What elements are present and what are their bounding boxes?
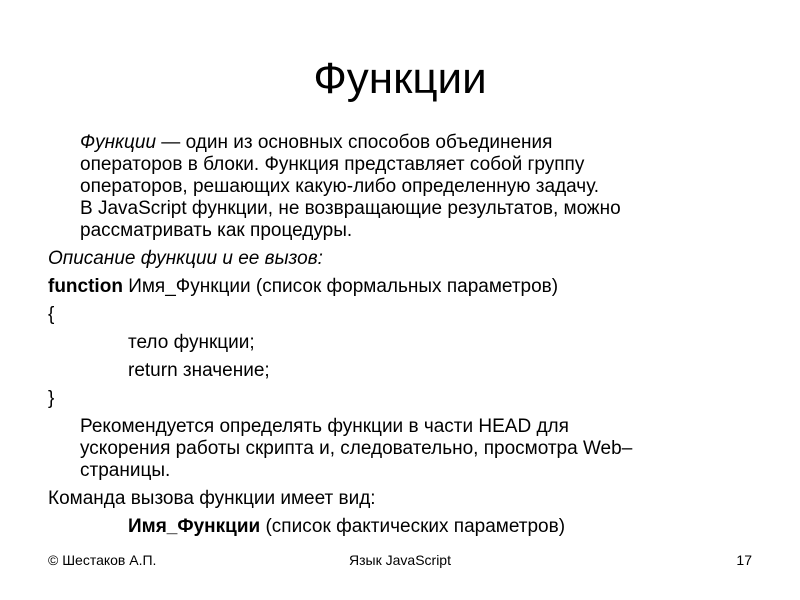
recommendation-line-3: страницы. — [80, 460, 171, 481]
slide-title: Функции — [313, 54, 487, 103]
footer-page-number: 17 — [736, 552, 752, 568]
intro-term: Функции — [80, 132, 157, 153]
code-keyword: function — [48, 276, 123, 297]
call-function-args: (список фактических параметров) — [260, 516, 566, 537]
intro-line-4: В JavaScript функции, не возвращающие результатов, можно — [80, 198, 621, 219]
recommendation-line-2: ускорения работы скрипта и, следовательно, просмотра Web– — [80, 438, 633, 459]
intro-line-2: операторов в блоки. Функция представляет собой группу — [80, 154, 585, 175]
footer-subject: Язык JavaScript — [349, 552, 451, 568]
intro-line-1 — [80, 132, 768, 154]
intro-line-5: рассматривать как процедуры. — [80, 220, 353, 241]
description-heading: Описание функции и ее вызов: — [48, 248, 323, 269]
slide-body — [48, 132, 768, 538]
call-example — [128, 516, 768, 538]
code-signature-line — [48, 276, 768, 298]
intro-line-3: операторов, решающих какую-либо определенную задачу. — [80, 176, 600, 197]
code-return-line: return значение; — [128, 360, 270, 381]
footer-author: © Шестаков А.П. — [48, 552, 157, 568]
call-function-name: Имя_Функции — [128, 516, 261, 537]
code-signature: Имя_Функции (список формальных параметров) — [122, 276, 559, 297]
recommendation-line-1: Рекомендуется определять функции в части HEAD для — [80, 416, 569, 437]
code-body-line: тело функции; — [128, 332, 255, 353]
recommendation-paragraph — [80, 416, 768, 482]
code-open-brace: { — [48, 304, 55, 325]
call-intro: Команда вызова функции имеет вид: — [48, 488, 376, 509]
intro-paragraph — [80, 132, 768, 242]
code-close-brace: } — [48, 388, 55, 409]
intro-line-1-text: — один из основных способов объединения — [156, 132, 553, 153]
